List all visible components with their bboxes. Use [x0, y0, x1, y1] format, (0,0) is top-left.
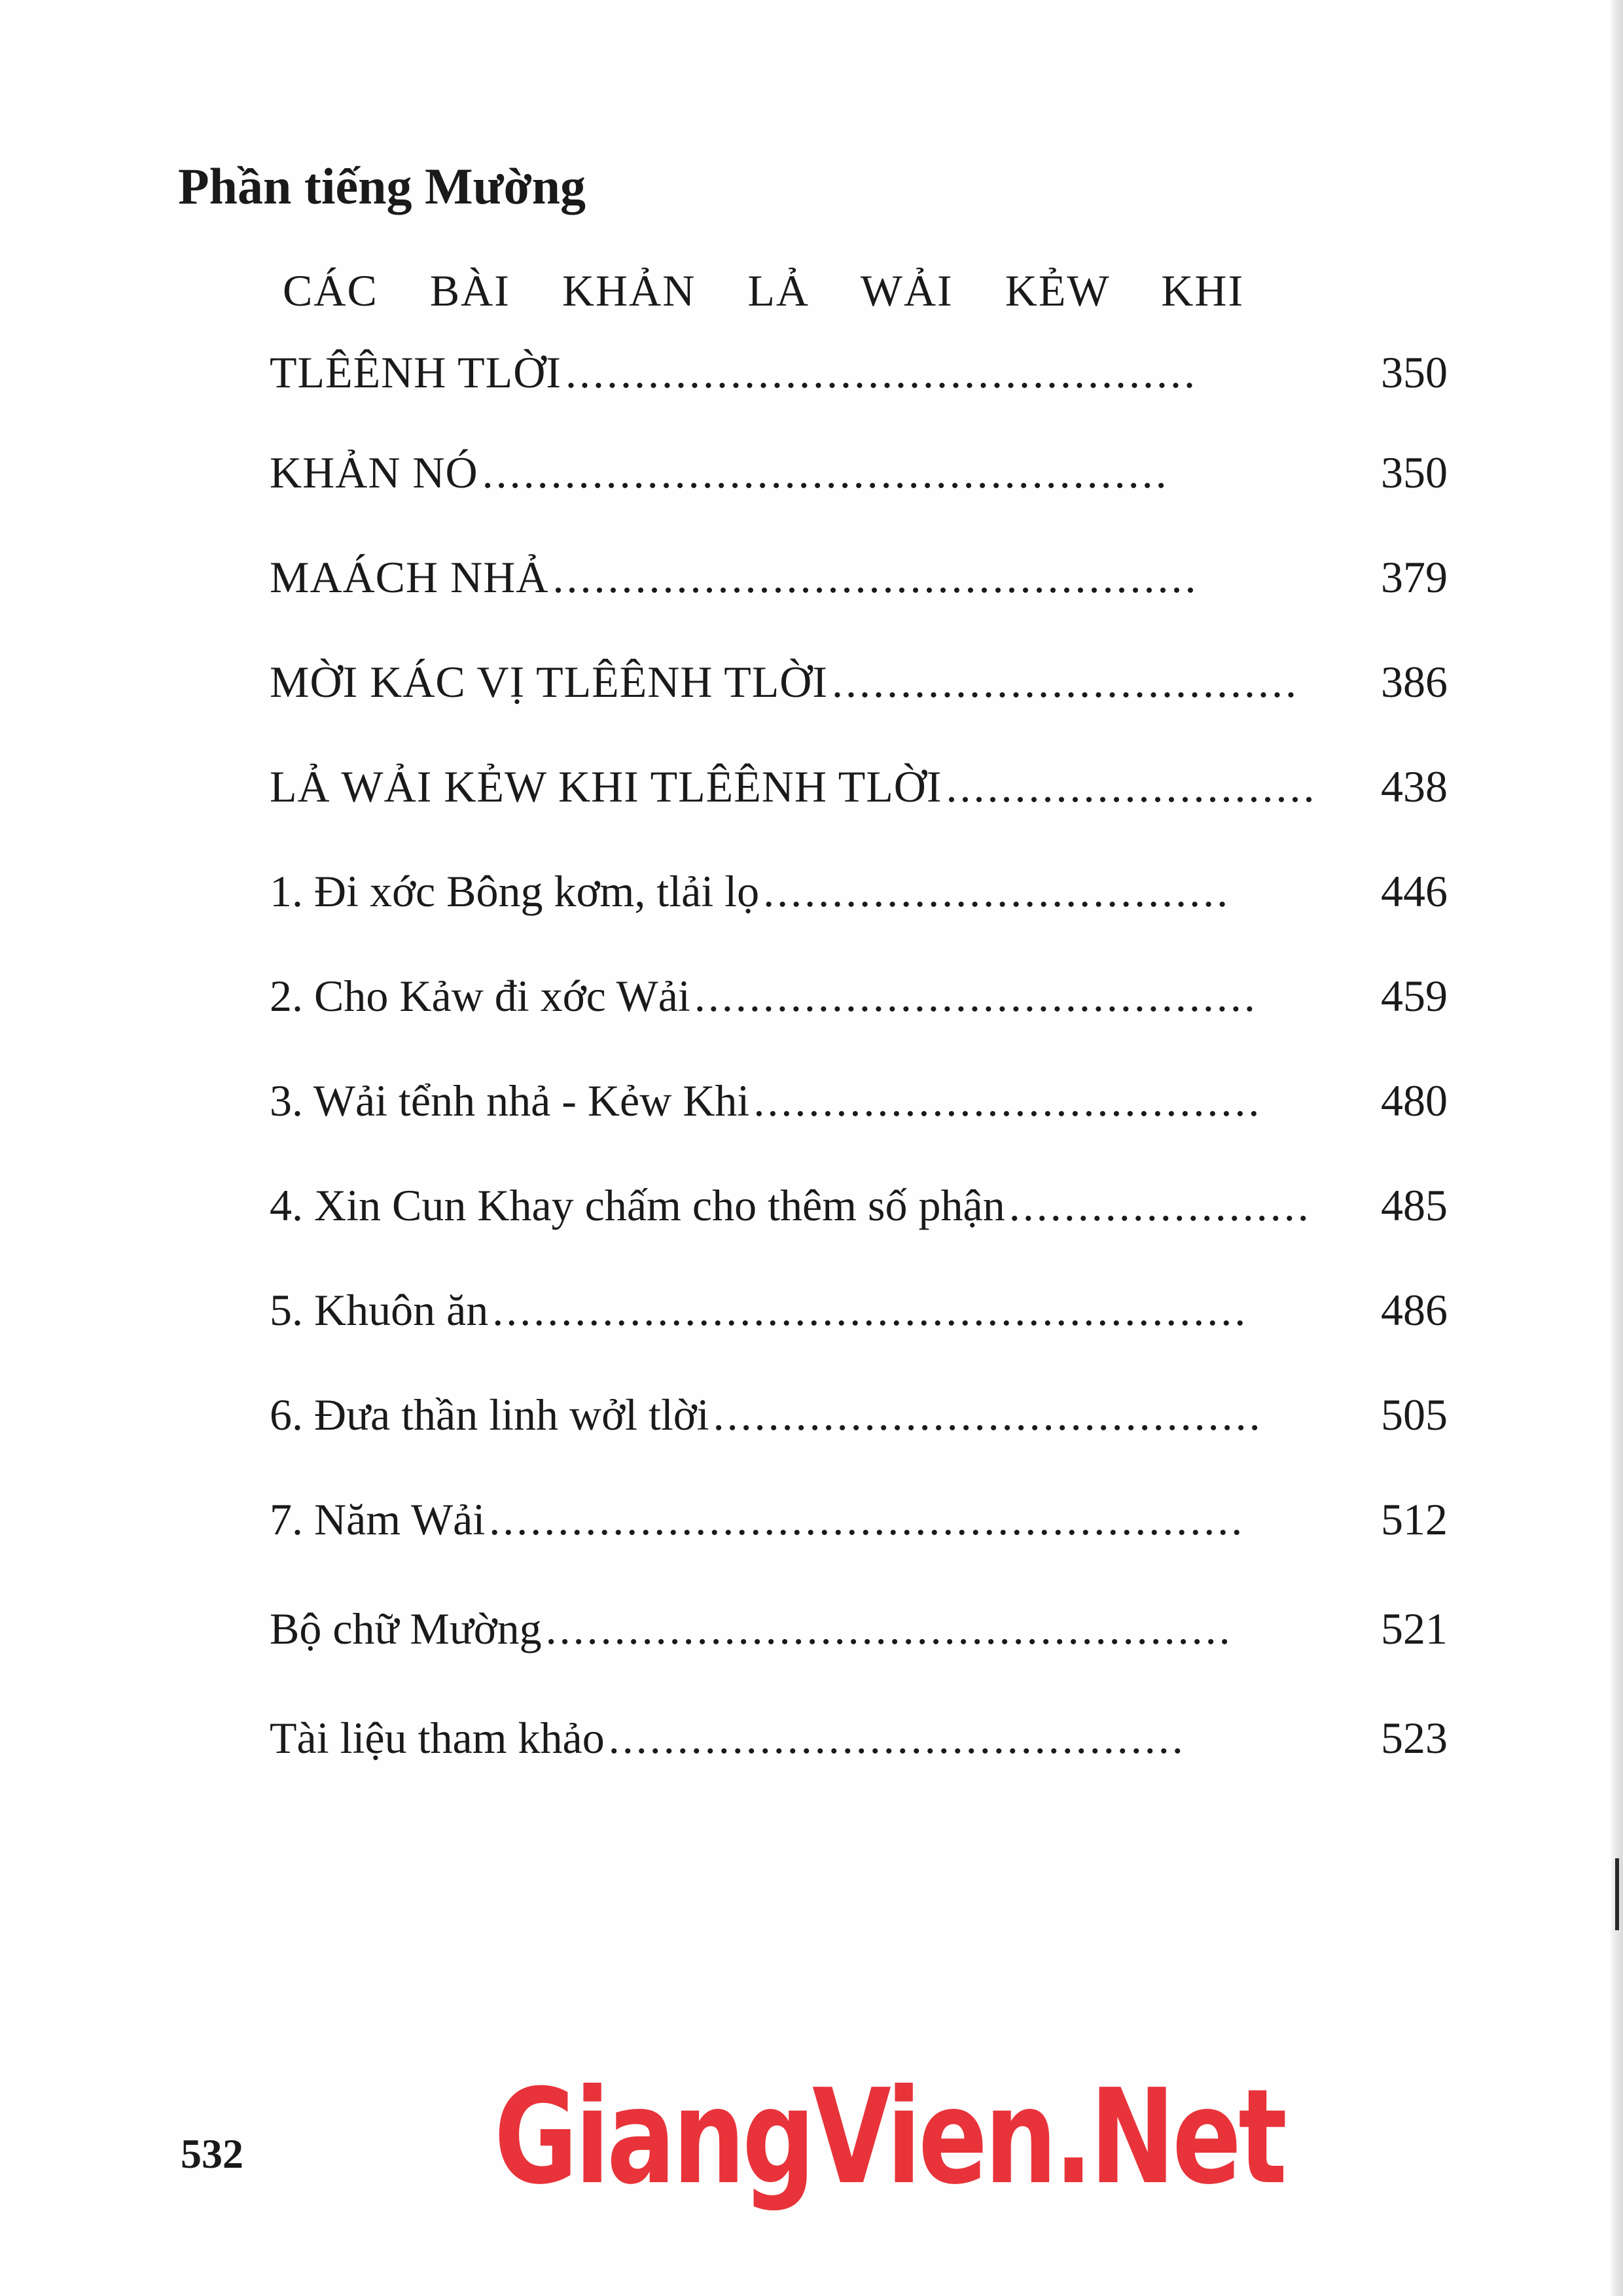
- section-title: Phần tiếng Mường: [178, 158, 586, 215]
- toc-entry: [270, 1603, 1448, 1655]
- toc-entry: [270, 1712, 1448, 1764]
- toc-entry: [270, 1494, 1448, 1545]
- toc-entry: [270, 552, 1448, 603]
- toc-entry-page: 485: [1381, 1180, 1448, 1230]
- toc-entry-label: 7. Năm Wải: [270, 1494, 486, 1544]
- toc-entry: [270, 1075, 1448, 1127]
- toc-entry-leader: ..................................................: [482, 448, 1169, 497]
- toc-entry-page: 438: [1381, 762, 1448, 811]
- toc-entry-page: 512: [1381, 1494, 1448, 1544]
- toc-entry-label: 6. Đưa thần linh wởl tlời: [270, 1390, 709, 1439]
- toc-entry-leader: ..................................: [763, 866, 1231, 916]
- toc-entry-label: 5. Khuôn ăn: [270, 1285, 489, 1335]
- toc-entry-leader: ..................................................: [545, 1604, 1233, 1653]
- toc-entry-page: 523: [1381, 1713, 1448, 1763]
- toc-entry-label: Bộ chữ Mường: [270, 1604, 542, 1653]
- toc-entry-label: 3. Wải tểnh nhả - Kẻw Khi: [270, 1076, 750, 1125]
- toc-entry-label: 2. Cho Kảw đi xớc Wải: [270, 971, 690, 1021]
- toc-entry-leader: ..........................................: [608, 1713, 1186, 1763]
- toc-entry-page: 505: [1381, 1390, 1448, 1439]
- toc-entry-page: 521: [1381, 1604, 1448, 1653]
- toc-entry: [270, 761, 1448, 813]
- toc-entry-leader: ...........................: [946, 762, 1317, 811]
- toc-entry: [270, 447, 1448, 499]
- toc-entry-leader: ..................................: [832, 657, 1300, 707]
- toc-entry-page: 386: [1381, 657, 1448, 707]
- toc-entry-page: 480: [1381, 1076, 1448, 1125]
- toc-entry-leader: .....................................: [753, 1076, 1262, 1125]
- toc-entry-leader: ........................................: [713, 1390, 1263, 1439]
- toc-entry-page: 350: [1381, 448, 1448, 497]
- toc-entry: [270, 1180, 1448, 1231]
- toc-entry: [270, 866, 1448, 917]
- toc-intro-line: CÁC BÀI KHẢN LẢ WẢI KẺW KHI: [283, 266, 1245, 315]
- toc-entry-page: 486: [1381, 1285, 1448, 1335]
- page-number: 532: [181, 2130, 243, 2177]
- toc-entry-label: 1. Đi xớc Bông kơm, tlải lọ: [270, 866, 760, 916]
- toc-entry: [270, 1389, 1448, 1441]
- page-edge-mark: [1615, 1858, 1619, 1930]
- toc-entry-label: KHẢN NÓ: [270, 448, 478, 497]
- toc-entry-page: 446: [1381, 866, 1448, 916]
- toc-entry-leader: ......................: [1008, 1180, 1311, 1230]
- page-edge-shadow: [1611, 0, 1623, 2296]
- toc-entry-label: MỜI KÁC VỊ TLÊÊNH TLỜI: [270, 657, 829, 707]
- toc-entry-leader: .......................................................: [489, 1494, 1245, 1544]
- toc-entry-page: 379: [1381, 552, 1448, 602]
- toc-entry-label: MAÁCH NHẢ: [270, 552, 549, 602]
- table-of-contents: [270, 0, 1448, 2296]
- toc-entry-label: 4. Xin Cun Khay chấm cho thêm số phận: [270, 1180, 1005, 1230]
- toc-entry: [270, 970, 1448, 1022]
- toc-entry: [270, 656, 1448, 708]
- toc-entry-label: Tài liệu tham khảo: [270, 1713, 605, 1763]
- toc-entry-leader: .......................................................: [492, 1285, 1249, 1335]
- toc-entry: [270, 1284, 1448, 1336]
- toc-entry-leader: ..............................................: [565, 347, 1198, 397]
- watermark-text: GiangVien.Net: [494, 2061, 1285, 2214]
- toc-entry-label: LẢ WẢI KẺW KHI TLÊÊNH TLỜI: [270, 762, 942, 811]
- toc-entry-page: 459: [1381, 971, 1448, 1021]
- toc-entry: [270, 347, 1448, 398]
- toc-entry-page: 350: [1381, 347, 1448, 397]
- toc-entry-label: TLÊÊNH TLỜI: [270, 347, 562, 397]
- toc-entry-leader: ...............................................: [552, 552, 1199, 602]
- toc-entry-leader: .........................................: [694, 971, 1258, 1021]
